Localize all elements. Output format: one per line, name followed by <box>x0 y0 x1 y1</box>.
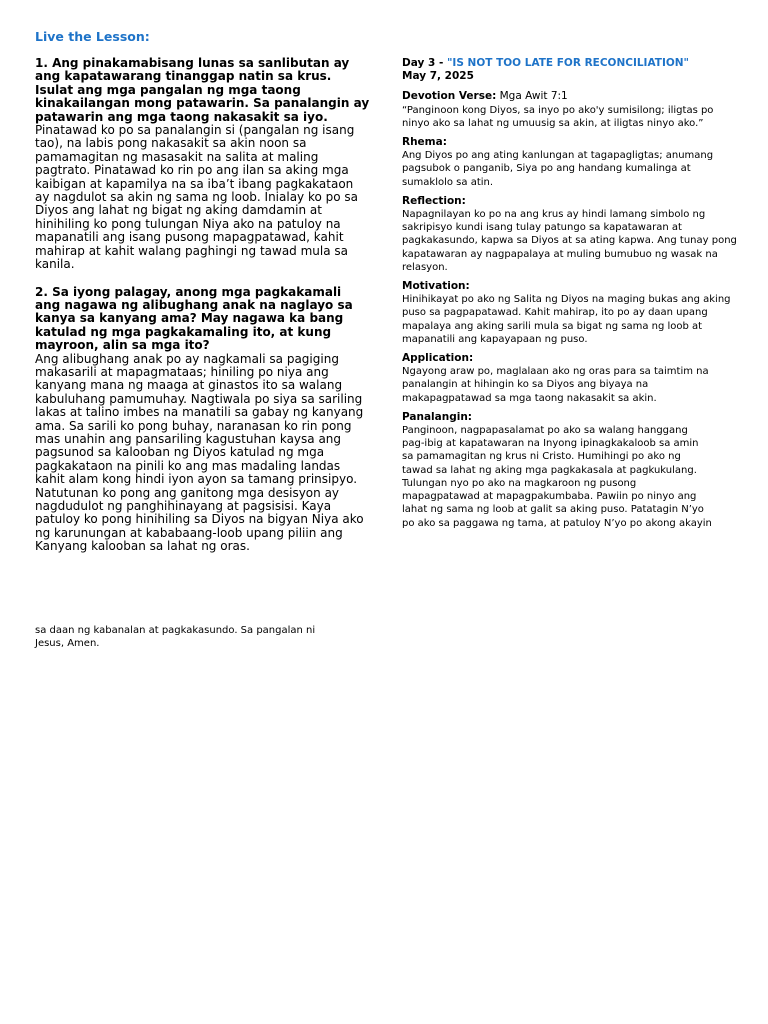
motivation-text: Hinihikayat po ako ng Salita ng Diyos na maging bukas ang aking puso sa pagpapatawad. Kahit mahirap, ito po ay daan upang mapalaya ang aking sarili mula sa bigat ng sama ng loob at mapanatili ang kapayapaan ng puso. <box>402 294 731 345</box>
motivation-heading: Motivation: <box>402 280 470 293</box>
application-heading: Application: <box>402 352 474 365</box>
rhema-text: Ang Diyos po ang ating kanlungan at tagapagligtas; anumang pagsubok o panganib, Siya po ang handang kumalinga at sumaklolo sa atin. <box>402 150 714 188</box>
prayer-heading: Panalangin: <box>402 410 473 423</box>
day-title: "IS NOT TOO LATE FOR RECONCILIATION" <box>446 57 690 69</box>
verse-heading <box>402 90 737 103</box>
application-text: Ngayong araw po, maglalaan ako ng oras para sa taimtim na panalangin at hihingin ko sa Diyos ang biyaya na makapagpatawad sa mga taong nakasakit sa akin. <box>402 366 709 404</box>
prayer-line: lahat ng sama ng loob at galit sa aking puso. Patatagin N’yo <box>402 504 704 516</box>
prayer-line: sa pamamagitan ng krus ni Cristo. Humihingi po ako ng <box>402 451 681 463</box>
left-column <box>35 29 370 554</box>
reflection-heading: Reflection: <box>402 194 466 207</box>
section-title: Live the Lesson: <box>35 29 150 44</box>
answer-1: Pinatawad ko po sa panalangin si (pangalan ng isang tao), na labis pong nakasakit sa akin noon sa pamamagitan ng masasakit na salita at maling pagtrato. Pinatawad ko rin po ang ilan sa aking mga kaibigan at kapamilya na sa iba’t ibang pagkakataon ay nagdulot sa akin ng sama ng loob. Inialay ko po sa Diyos ang lahat ng bigat ng aking damdamin at hinihiling ko pong tulungan Niya ako na patuloy na mapanatili ang isang pusong mapagpatawad, kahit mahirap at kahit walang paghingi ng tawad mula sa kanila. <box>35 123 359 272</box>
question-2: 2. Sa iyong palagay, anong mga pagkakamali ang nagawa ng alibughang anak na naglayo sa kanya sa kanyang ama? May nagawa ka bang katulad ng mga pagkakamaling ito, at kung mayroon, alin sa mga ito? <box>35 284 353 353</box>
prayer-line: tawad sa lahat ng aking mga pagkakasala at pagkukulang. <box>402 464 697 476</box>
question-1: 1. Ang pinakamabisang lunas sa sanlibutan ay ang kapatawarang tinanggap natin sa krus. Isulat ang mga pangalan ng mga taong kinakailangan mong patawarin. Sa panalangin ay patawarin ang mga taong nakasakit sa iyo. <box>35 56 370 124</box>
reflection-text: Napagnilayan ko po na ang krus ay hindi lamang simbolo ng sakripisyo kundi isang tulay patungo sa kapatawaran at pagkakasundo, kapwa sa Diyos at sa ating kapwa. Ang tunay pong kapatawaran ay nagpapalaya at muling bumubuo ng wasak na relasyon. <box>402 209 737 273</box>
prayer-line: po ako sa paggawa ng tama, at patuloy N’yo po akong akayin <box>402 517 712 529</box>
prayer-line: Tulungan nyo po ako na magkaroon ng pusong <box>402 477 637 489</box>
devotion-date: May 7, 2025 <box>402 70 474 83</box>
verse-text: “Panginoon kong Diyos, sa inyo po ako'y sumisilong; iligtas po ninyo ako sa lahat ng umuusig sa akin, at iligtas ninyo ako.” <box>402 104 714 129</box>
day-heading <box>402 57 737 70</box>
answer-2: Ang alibughang anak po ay nagkamali sa pagiging makasarili at mapagmataas; hiniling po niya ang kanyang mana ng maaga at ginastos ito sa walang kabuluhang pamumuhay. Nagtiwala po siya sa sariling lakas at talino imbes na manatili sa gabay ng kanyang ama. Sa sarili ko pong buhay, naranasan ko rin pong mas unahin ang pansariling kagustuhan kaysa ang pagsunod sa kalooban ng Diyos katulad ng mga pagkakataon na pinili ko ang mas madaling landas kahit alam kong hindi iyon ayon sa tamang prinsipyo. Natutunan ko pong ang ganitong mga desisyon ay nagdudulot ng panghihinayang at pagsisisi. Kaya patuloy ko pong hinihiling sa Diyos na bigyan Niya ako ng karunungan at kababaang-loob upang piliin ang Kanyang kalooban sa lahat ng oras. <box>35 351 364 554</box>
verse-label: Devotion Verse: <box>402 90 497 103</box>
prayer-line: Panginoon, nagpapasalamat po ako sa walang hanggang <box>402 425 688 437</box>
question-spacer <box>35 272 370 286</box>
prayer-line: mapagpatawad at mapagpakumbaba. Pawiin po ninyo ang <box>402 491 697 503</box>
verse-reference: Mga Awit 7:1 <box>496 90 568 103</box>
prayer-line: pag-ibig at kapatawaran na Inyong ipinagkakaloob sa amin <box>402 438 699 450</box>
prayer-continuation: sa daan ng kabanalan at pagkakasundo. Sa pangalan ni Jesus, Amen. <box>35 625 316 650</box>
day-prefix: Day 3 - <box>402 57 447 69</box>
prayer-text <box>402 424 737 530</box>
rhema-heading: Rhema: <box>402 136 447 149</box>
right-column <box>402 57 737 530</box>
